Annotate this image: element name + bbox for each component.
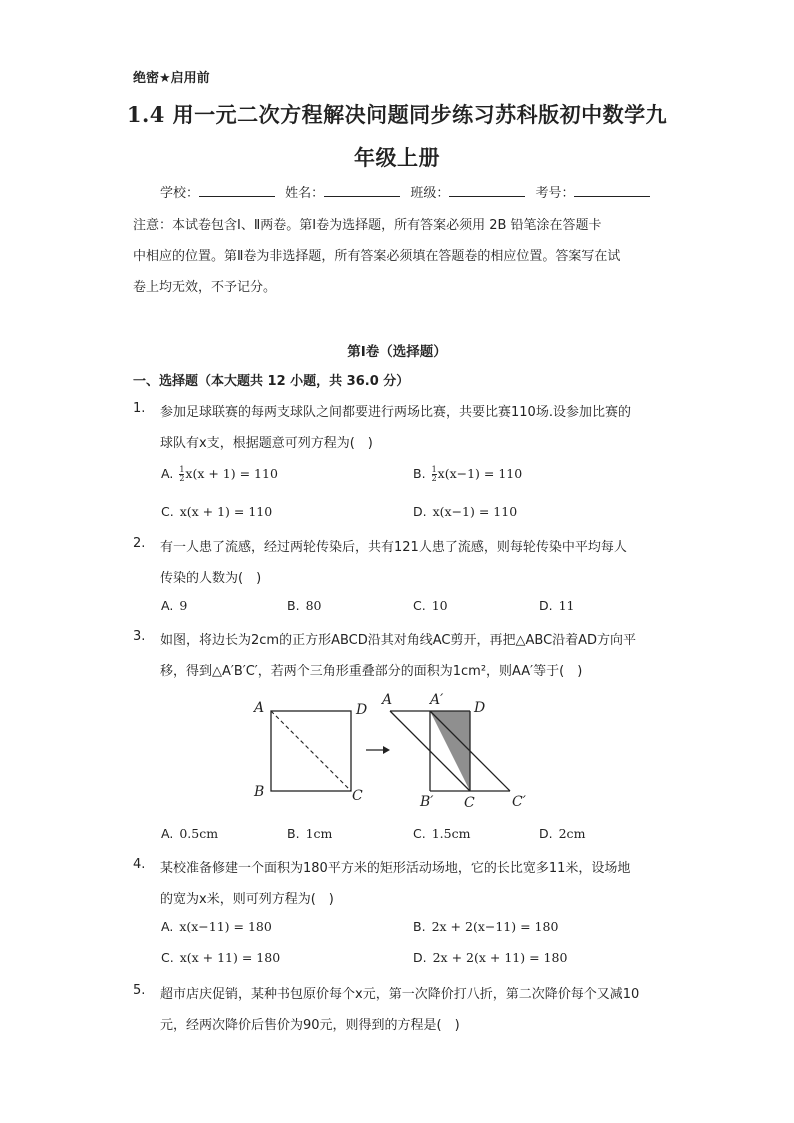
option-c[interactable] xyxy=(413,598,448,613)
section-title: 第Ⅰ卷（选择题） xyxy=(347,344,447,360)
fraction-denominator: 2 xyxy=(431,474,437,483)
vertex-label: A xyxy=(382,692,393,708)
option-text: 0.5cm xyxy=(179,826,219,841)
option-key: C. xyxy=(161,950,174,965)
option-text: x(x−11) = 180 xyxy=(179,919,272,934)
question-text: 参加足球联赛的每两支球队之间都要进行两场比赛，共要比赛110场.设参加比赛的 xyxy=(160,405,631,420)
school-label: 学校： xyxy=(160,186,200,201)
vertex-label: B xyxy=(254,784,265,800)
notice-line: 中相应的位置。第Ⅱ卷为非选择题，所有答案必须填在答题卷的相应位置。答案写在试 xyxy=(133,249,621,264)
option-key: D. xyxy=(539,826,553,841)
arrow-head-icon xyxy=(383,746,390,754)
option-b[interactable] xyxy=(413,466,522,483)
question-number: 2. xyxy=(133,536,146,551)
part-title: 一、选择题（本大题共 12 小题，共 36.0 分） xyxy=(133,374,410,389)
option-a[interactable] xyxy=(161,826,218,841)
option-text: 9 xyxy=(179,598,188,613)
option-key: B. xyxy=(287,826,300,841)
option-c[interactable] xyxy=(161,950,280,965)
option-key: B. xyxy=(413,919,426,934)
option-text: x(x−1) = 110 xyxy=(437,466,523,481)
school-blank[interactable] xyxy=(199,185,275,197)
question-text: 的宽为x米，则可列方程为( ) xyxy=(160,892,334,907)
option-c[interactable] xyxy=(413,826,470,841)
option-a[interactable] xyxy=(161,466,278,483)
vertex-label: C′ xyxy=(512,794,526,810)
vertex-label: C xyxy=(352,788,363,804)
option-text: x(x + 1) = 110 xyxy=(185,466,278,481)
option-text: 1.5cm xyxy=(431,826,471,841)
fraction-denominator: 2 xyxy=(179,474,185,483)
option-d[interactable] xyxy=(539,598,575,613)
info-fields xyxy=(160,182,656,201)
class-label: 班级： xyxy=(410,186,450,201)
option-a[interactable] xyxy=(161,919,272,934)
notice-line: 卷上均无效，不予记分。 xyxy=(133,280,277,295)
option-text: 2cm xyxy=(558,826,586,841)
vertex-label: D xyxy=(356,702,368,718)
option-key: B. xyxy=(413,466,426,481)
question-text: 元，经两次降价后售价为90元，则得到的方程是( ) xyxy=(160,1018,460,1033)
question-text: 某校准备修建一个面积为180平方米的矩形活动场地，它的长比宽多11米，设场地 xyxy=(160,861,631,876)
overlap-region xyxy=(430,711,470,791)
option-key: D. xyxy=(413,950,427,965)
option-d[interactable] xyxy=(413,504,517,519)
option-text: 2x + 2(x + 11) = 180 xyxy=(432,950,568,965)
option-b[interactable] xyxy=(287,598,321,613)
fraction-numerator: 1 xyxy=(431,465,437,474)
name-blank[interactable] xyxy=(324,185,400,197)
name-label: 姓名： xyxy=(285,186,325,201)
question-text: 超市店庆促销，某种书包原价每个x元，第一次降价打八折，第二次降价每个又减10 xyxy=(160,987,640,1002)
fraction xyxy=(179,466,184,483)
vertex-label: C xyxy=(464,795,475,811)
notice-line: 注意：本试卷包含Ⅰ、Ⅱ两卷。第Ⅰ卷为选择题，所有答案必须用 2B 铅笔涂在答题卡 xyxy=(133,218,602,233)
page-title-line-2: 年级上册 xyxy=(354,145,440,170)
option-key: C. xyxy=(413,598,426,613)
option-key: D. xyxy=(539,598,553,613)
vertex-label: A′ xyxy=(430,692,444,708)
vertex-label: B′ xyxy=(420,794,434,810)
exam-number-label: 考号： xyxy=(535,186,575,201)
option-text: 11 xyxy=(558,598,575,613)
question-text: 球队有x支，根据题意可列方程为( ) xyxy=(160,436,373,451)
class-blank[interactable] xyxy=(449,185,525,197)
option-key: A. xyxy=(161,466,174,481)
question-number: 4. xyxy=(133,857,146,872)
question-text: 移，得到△A′B′C′，若两个三角形重叠部分的面积为1cm²，则AA′等于( ) xyxy=(160,664,583,679)
option-text: 80 xyxy=(305,598,322,613)
question-text: 如图，将边长为2cm的正方形ABCD沿其对角线AC剪开，再把△ABC沿着AD方向平 xyxy=(160,633,637,648)
vertex-label: A xyxy=(254,700,265,716)
question-text: 传染的人数为( ) xyxy=(160,571,262,586)
option-c[interactable] xyxy=(161,504,272,519)
option-key: A. xyxy=(161,919,174,934)
option-text: 2x + 2(x−11) = 180 xyxy=(431,919,559,934)
option-text: 10 xyxy=(431,598,448,613)
option-key: A. xyxy=(161,826,174,841)
diagonal-ac xyxy=(271,711,351,791)
question-number: 5. xyxy=(133,983,146,998)
question-number: 1. xyxy=(133,401,146,416)
secret-label: 绝密★启用前 xyxy=(133,71,210,86)
option-key: B. xyxy=(287,598,300,613)
option-key: D. xyxy=(413,504,427,519)
option-key: C. xyxy=(413,826,426,841)
option-text: x(x−1) = 110 xyxy=(432,504,518,519)
question-text: 有一人患了流感，经过两轮传染后，共有121人患了流感，则每轮传染中平均每人 xyxy=(160,540,627,555)
fraction-numerator: 1 xyxy=(179,465,185,474)
option-key: A. xyxy=(161,598,174,613)
square-translation-figure xyxy=(240,690,560,815)
option-text: x(x + 11) = 180 xyxy=(179,950,281,965)
page-title-line-1: 1.4 用一元二次方程解决问题同步练习苏科版初中数学九 xyxy=(126,102,668,127)
question-number: 3. xyxy=(133,629,146,644)
exam-number-blank[interactable] xyxy=(574,185,650,197)
vertex-label: D xyxy=(474,700,486,716)
option-d[interactable] xyxy=(539,826,585,841)
option-b[interactable] xyxy=(287,826,332,841)
option-text: 1cm xyxy=(305,826,333,841)
option-b[interactable] xyxy=(413,919,558,934)
option-text: x(x + 1) = 110 xyxy=(179,504,273,519)
option-d[interactable] xyxy=(413,950,567,965)
fraction xyxy=(432,466,437,483)
option-a[interactable] xyxy=(161,598,187,613)
option-key: C. xyxy=(161,504,174,519)
